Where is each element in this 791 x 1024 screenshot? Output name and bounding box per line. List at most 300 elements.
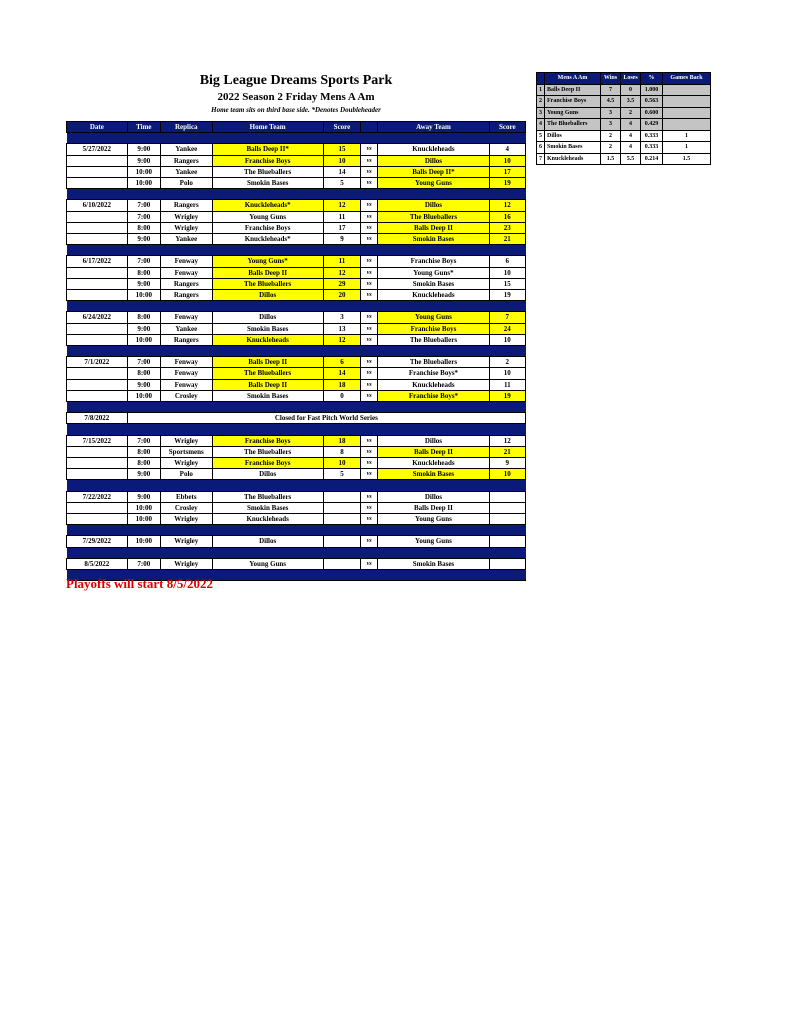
standings-team: Young Guns [545, 107, 601, 119]
home-score: 10 [323, 457, 360, 468]
game-time: 9:00 [127, 155, 160, 166]
vs-label: vs [361, 469, 378, 480]
home-score: 15 [323, 144, 360, 155]
vs-label: vs [361, 435, 378, 446]
game-row [67, 357, 526, 368]
away-score [489, 536, 525, 547]
schedule-table [66, 121, 526, 581]
game-date [67, 368, 128, 379]
standings-row [537, 142, 711, 154]
home-score: 12 [323, 200, 360, 211]
game-date [67, 222, 128, 233]
standings-rank: 1 [537, 84, 545, 96]
game-field: Wrigley [161, 536, 213, 547]
home-team: The Blueballers [212, 368, 323, 379]
week-separator [67, 525, 526, 536]
standings-pct: 0.333 [641, 142, 663, 154]
game-time: 8:00 [127, 267, 160, 278]
separator-bar [67, 346, 526, 357]
game-date [67, 211, 128, 222]
home-score: 14 [323, 368, 360, 379]
home-score: 18 [323, 435, 360, 446]
game-time: 9:00 [127, 469, 160, 480]
away-team: Balls Deep II [378, 446, 489, 457]
separator-bar [67, 547, 526, 558]
home-team: Dillos [212, 536, 323, 547]
game-date: 7/8/2022 [67, 413, 128, 424]
page-title: Big League Dreams Sports Park [199, 73, 393, 88]
standings-games-back: 1.5 [663, 153, 711, 165]
away-score: 10 [489, 155, 525, 166]
game-field: Fenway [161, 357, 213, 368]
game-field: Yankee [161, 144, 213, 155]
home-team: Franchise Boys [212, 435, 323, 446]
standings-body [537, 84, 711, 165]
vs-label: vs [361, 379, 378, 390]
home-score [323, 491, 360, 502]
game-time: 7:00 [127, 435, 160, 446]
standings-row [537, 107, 711, 119]
game-time: 10:00 [127, 166, 160, 177]
home-score [323, 558, 360, 569]
game-row [67, 390, 526, 401]
game-time: 10:00 [127, 536, 160, 547]
schedule-titles [66, 72, 526, 115]
game-row [67, 536, 526, 547]
standings-header-row [537, 73, 711, 85]
game-field: Fenway [161, 368, 213, 379]
vs-label: vs [361, 491, 378, 502]
week-separator [67, 301, 526, 312]
game-date: 7/15/2022 [67, 435, 128, 446]
away-team: Smokin Bases [378, 234, 489, 245]
standings-wins: 3 [601, 119, 621, 131]
away-team: Young Guns [378, 178, 489, 189]
standings-games-back [663, 107, 711, 119]
away-score: 19 [489, 178, 525, 189]
game-row [67, 334, 526, 345]
separator-bar [67, 245, 526, 256]
vs-label: vs [361, 256, 378, 267]
game-row [67, 323, 526, 334]
standings-loses: 3.5 [621, 96, 641, 108]
away-score: 6 [489, 256, 525, 267]
standings-col-loses: Loses [621, 73, 641, 85]
away-score: 4 [489, 144, 525, 155]
game-date: 7/22/2022 [67, 491, 128, 502]
standings-row [537, 119, 711, 131]
separator-bar [67, 301, 526, 312]
week-separator [67, 245, 526, 256]
home-team: Dillos [212, 312, 323, 323]
vs-label: vs [361, 178, 378, 189]
game-time: 9:00 [127, 278, 160, 289]
home-team: The Blueballers [212, 446, 323, 457]
home-team: Knuckleheads [212, 513, 323, 524]
game-field: Rangers [161, 334, 213, 345]
standings-loses: 4 [621, 142, 641, 154]
away-score: 2 [489, 357, 525, 368]
week-separator [67, 346, 526, 357]
game-row [67, 155, 526, 166]
game-date [67, 334, 128, 345]
vs-label: vs [361, 234, 378, 245]
away-team: Franchise Boys [378, 323, 489, 334]
away-team: Franchise Boys* [378, 390, 489, 401]
home-score: 0 [323, 390, 360, 401]
standings-team: Dillos [545, 130, 601, 142]
home-team: Balls Deep II [212, 357, 323, 368]
separator-bar [67, 424, 526, 435]
standings-games-back [663, 119, 711, 131]
game-row [67, 558, 526, 569]
game-field: Polo [161, 469, 213, 480]
home-score: 5 [323, 469, 360, 480]
game-field: Fenway [161, 267, 213, 278]
away-score [489, 502, 525, 513]
game-field: Wrigley [161, 558, 213, 569]
away-score [489, 558, 525, 569]
game-time: 10:00 [127, 178, 160, 189]
game-row [67, 491, 526, 502]
away-score: 21 [489, 234, 525, 245]
game-field: Ebbets [161, 491, 213, 502]
away-team: Knuckleheads [378, 290, 489, 301]
away-team: Young Guns [378, 536, 489, 547]
standings-rank: 6 [537, 142, 545, 154]
game-field: Wrigley [161, 222, 213, 233]
game-field: Rangers [161, 155, 213, 166]
game-date [67, 166, 128, 177]
standings-loses: 2 [621, 107, 641, 119]
game-date: 8/5/2022 [67, 558, 128, 569]
separator-bar [67, 525, 526, 536]
home-score: 9 [323, 234, 360, 245]
game-time: 9:00 [127, 234, 160, 245]
standings-pct: 0.214 [641, 153, 663, 165]
col-time: Time [127, 122, 160, 133]
away-score: 23 [489, 222, 525, 233]
away-score [489, 491, 525, 502]
game-row [67, 256, 526, 267]
game-row [67, 166, 526, 177]
away-team: Dillos [378, 435, 489, 446]
game-time: 8:00 [127, 446, 160, 457]
home-score: 17 [323, 222, 360, 233]
col-away-team: Away Team [378, 122, 489, 133]
away-team: Franchise Boys [378, 256, 489, 267]
game-field: Crosley [161, 502, 213, 513]
playoffs-note: Playoffs will start 8/5/2022 [66, 576, 213, 591]
home-team: Franchise Boys [212, 222, 323, 233]
game-row [67, 379, 526, 390]
away-team: Franchise Boys* [378, 368, 489, 379]
game-date [67, 178, 128, 189]
game-row [67, 368, 526, 379]
game-row [67, 469, 526, 480]
standings-col-wins: Wins [601, 73, 621, 85]
col-away-score: Score [489, 122, 525, 133]
away-score: 11 [489, 379, 525, 390]
closed-message: Closed for Fast Pitch World Series [127, 413, 525, 424]
game-date: 7/1/2022 [67, 357, 128, 368]
away-score: 9 [489, 457, 525, 468]
away-team: Knuckleheads [378, 457, 489, 468]
away-team: Young Guns* [378, 267, 489, 278]
vs-label: vs [361, 155, 378, 166]
standings-loses: 4 [621, 119, 641, 131]
game-row [67, 435, 526, 446]
standings-row [537, 130, 711, 142]
vs-label: vs [361, 278, 378, 289]
away-score: 21 [489, 446, 525, 457]
game-date [67, 457, 128, 468]
game-row [67, 178, 526, 189]
game-time: 7:00 [127, 357, 160, 368]
game-time: 9:00 [127, 144, 160, 155]
game-field: Wrigley [161, 435, 213, 446]
vs-label: vs [361, 368, 378, 379]
away-team: Dillos [378, 155, 489, 166]
away-score: 10 [489, 469, 525, 480]
home-team: Franchise Boys [212, 155, 323, 166]
vs-label: vs [361, 144, 378, 155]
home-team: Franchise Boys [212, 457, 323, 468]
game-time: 8:00 [127, 457, 160, 468]
home-team: Smokin Bases [212, 178, 323, 189]
home-team: The Blueballers [212, 491, 323, 502]
col-vs [361, 122, 378, 133]
vs-label: vs [361, 312, 378, 323]
standings-team: Smokin Bases [545, 142, 601, 154]
week-separator [67, 133, 526, 144]
away-team: Balls Deep II [378, 502, 489, 513]
away-score: 10 [489, 368, 525, 379]
away-team: Smokin Bases [378, 469, 489, 480]
vs-label: vs [361, 457, 378, 468]
vs-label: vs [361, 513, 378, 524]
standings-games-back [663, 84, 711, 96]
vs-label: vs [361, 558, 378, 569]
game-time: 10:00 [127, 390, 160, 401]
away-score: 10 [489, 267, 525, 278]
away-team: Balls Deep II [378, 222, 489, 233]
game-field: Crosley [161, 390, 213, 401]
separator-bar [67, 189, 526, 200]
game-date: 5/27/2022 [67, 144, 128, 155]
standings-wins: 7 [601, 84, 621, 96]
col-date: Date [67, 122, 128, 133]
game-row [67, 312, 526, 323]
vs-label: vs [361, 211, 378, 222]
page-subtitle: 2022 Season 2 Friday Mens A Am [217, 91, 375, 103]
vs-label: vs [361, 334, 378, 345]
standings-col-pct: % [641, 73, 663, 85]
game-date [67, 155, 128, 166]
away-score: 24 [489, 323, 525, 334]
game-date [67, 469, 128, 480]
away-score: 12 [489, 435, 525, 446]
home-score: 13 [323, 323, 360, 334]
home-score: 11 [323, 256, 360, 267]
standings-team: The Blueballers [545, 119, 601, 131]
vs-label: vs [361, 222, 378, 233]
standings-rank: 3 [537, 107, 545, 119]
home-team: The Blueballers [212, 278, 323, 289]
game-time: 7:00 [127, 211, 160, 222]
standings-team: Knuckleheads [545, 153, 601, 165]
standings-team: Franchise Boys [545, 96, 601, 108]
separator-bar [67, 480, 526, 491]
week-separator [67, 480, 526, 491]
home-team: Smokin Bases [212, 390, 323, 401]
away-score: 17 [489, 166, 525, 177]
standings-rank: 7 [537, 153, 545, 165]
home-score: 20 [323, 290, 360, 301]
game-time: 9:00 [127, 323, 160, 334]
standings-pct: 0.429 [641, 119, 663, 131]
game-row [67, 502, 526, 513]
game-date [67, 278, 128, 289]
home-team: Dillos [212, 469, 323, 480]
home-score: 5 [323, 178, 360, 189]
week-separator [67, 424, 526, 435]
game-row [67, 457, 526, 468]
vs-label: vs [361, 536, 378, 547]
game-time: 10:00 [127, 513, 160, 524]
home-score: 12 [323, 334, 360, 345]
game-time: 7:00 [127, 558, 160, 569]
home-team: Smokin Bases [212, 502, 323, 513]
separator-bar [67, 402, 526, 413]
away-team: Smokin Bases [378, 278, 489, 289]
standings-pct: 0.563 [641, 96, 663, 108]
home-score: 12 [323, 267, 360, 278]
game-row [67, 267, 526, 278]
game-field: Wrigley [161, 457, 213, 468]
standings-col-rank [537, 73, 545, 85]
game-date [67, 267, 128, 278]
week-separator [67, 547, 526, 558]
away-team: The Blueballers [378, 334, 489, 345]
game-field: Fenway [161, 312, 213, 323]
standings-wins: 3 [601, 107, 621, 119]
standings-row [537, 84, 711, 96]
game-date: 6/24/2022 [67, 312, 128, 323]
home-team: Young Guns [212, 211, 323, 222]
game-field: Polo [161, 178, 213, 189]
vs-label: vs [361, 267, 378, 278]
standings-pct: 0.600 [641, 107, 663, 119]
standings-col-gb: Games Back [663, 73, 711, 85]
game-date [67, 446, 128, 457]
game-date [67, 390, 128, 401]
away-score: 10 [489, 334, 525, 345]
away-score: 16 [489, 211, 525, 222]
home-team: The Blueballers [212, 166, 323, 177]
home-score: 29 [323, 278, 360, 289]
game-row [67, 234, 526, 245]
standings-rank: 2 [537, 96, 545, 108]
standings-rank: 4 [537, 119, 545, 131]
game-field: Fenway [161, 379, 213, 390]
standings-rank: 5 [537, 130, 545, 142]
home-score: 3 [323, 312, 360, 323]
vs-label: vs [361, 166, 378, 177]
away-team: The Blueballers [378, 357, 489, 368]
game-row [67, 211, 526, 222]
schedule-header-row [67, 122, 526, 133]
game-date [67, 502, 128, 513]
game-time: 7:00 [127, 200, 160, 211]
game-time: 8:00 [127, 312, 160, 323]
home-team: Balls Deep II [212, 267, 323, 278]
game-time: 10:00 [127, 502, 160, 513]
home-score [323, 536, 360, 547]
away-score: 19 [489, 290, 525, 301]
game-time: 7:00 [127, 256, 160, 267]
game-date [67, 513, 128, 524]
away-team: Knuckleheads [378, 379, 489, 390]
game-row [67, 513, 526, 524]
standings-games-back: 1 [663, 130, 711, 142]
game-field: Sportsmens [161, 446, 213, 457]
home-score: 18 [323, 379, 360, 390]
away-team: Balls Deep II* [378, 166, 489, 177]
week-separator [67, 402, 526, 413]
standings-pct: 0.333 [641, 130, 663, 142]
home-score: 8 [323, 446, 360, 457]
game-time: 10:00 [127, 290, 160, 301]
game-field: Rangers [161, 200, 213, 211]
standings-wins: 1.5 [601, 153, 621, 165]
separator-bar [67, 133, 526, 144]
away-score: 19 [489, 390, 525, 401]
game-date: 6/17/2022 [67, 256, 128, 267]
away-team: Young Guns [378, 312, 489, 323]
game-field: Yankee [161, 323, 213, 334]
away-team: The Blueballers [378, 211, 489, 222]
game-date [67, 290, 128, 301]
col-home-team: Home Team [212, 122, 323, 133]
home-team: Balls Deep II* [212, 144, 323, 155]
home-score [323, 502, 360, 513]
home-score [323, 513, 360, 524]
game-row [67, 144, 526, 155]
col-home-score: Score [323, 122, 360, 133]
closed-row [67, 413, 526, 424]
week-separator [67, 189, 526, 200]
game-date [67, 379, 128, 390]
game-field: Fenway [161, 256, 213, 267]
away-team: Smokin Bases [378, 558, 489, 569]
standings-loses: 0 [621, 84, 641, 96]
home-team: Young Guns [212, 558, 323, 569]
home-team: Knuckleheads* [212, 200, 323, 211]
game-field: Yankee [161, 234, 213, 245]
home-score: 10 [323, 155, 360, 166]
game-time: 8:00 [127, 368, 160, 379]
standings-row [537, 153, 711, 165]
game-row [67, 200, 526, 211]
home-score: 14 [323, 166, 360, 177]
schedule-body [67, 133, 526, 581]
game-field: Rangers [161, 278, 213, 289]
game-time: 9:00 [127, 491, 160, 502]
away-team: Dillos [378, 491, 489, 502]
vs-label: vs [361, 323, 378, 334]
col-replica: Replica [161, 122, 213, 133]
